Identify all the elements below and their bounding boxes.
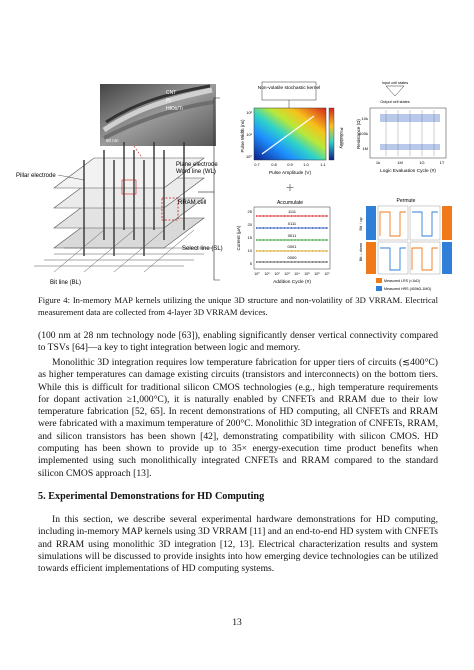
figure-caption: Figure 4: In-memory MAP kernels utilizing the unique 3D structure and non-volatility of 3D VRRAM. Electrical measurement data are collected from 4-layer 3D VRRAM devices. <box>38 295 438 317</box>
legend-lrs-label: Measured LRS (<1kΩ) <box>384 279 420 283</box>
figure-4-graphic <box>14 80 462 294</box>
permute-grid-down <box>366 242 452 274</box>
svg-text:10⁶: 10⁶ <box>314 272 320 276</box>
svg-text:1M: 1M <box>397 160 403 165</box>
svg-text:10⁴: 10⁴ <box>294 272 300 276</box>
plus-icon: + <box>285 179 295 195</box>
label-rram-cell: RRAM cell <box>178 200 207 206</box>
tem-scale-bar: 50 nm <box>106 138 119 143</box>
page-number: 13 <box>232 617 242 628</box>
svg-text:10¹: 10¹ <box>264 272 270 276</box>
label-bit-line: Bit line (BL) <box>50 280 82 286</box>
svg-text:1M: 1M <box>362 146 368 151</box>
permute-grid-up <box>366 206 452 240</box>
logic-evaluation-panel <box>356 81 446 174</box>
svg-text:0001: 0001 <box>287 244 297 249</box>
accumulate-xticks <box>254 272 330 276</box>
svg-text:1T: 1T <box>439 160 445 165</box>
vrram-structure <box>16 84 223 286</box>
svg-text:10⁷: 10⁷ <box>324 272 330 276</box>
svg-text:0111: 0111 <box>287 221 297 226</box>
legend-hrs-swatch <box>376 286 382 291</box>
pulse-width-axis-label: Pulse Width (ns) <box>240 119 245 153</box>
svg-text:0.9: 0.9 <box>287 162 293 167</box>
stochastic-kernel-panel <box>240 82 344 176</box>
heatmap-xticks <box>254 162 326 167</box>
tem-label-pt: Pt <box>166 98 171 104</box>
svg-text:10k: 10k <box>361 116 368 121</box>
output-cell-label: Output cell states <box>380 100 410 104</box>
label-pillar-electrode: Pillar electrode <box>16 173 56 179</box>
legend-hrs-label: Measured HRS (400kΩ-1MΩ) <box>384 287 432 291</box>
svg-text:20: 20 <box>247 222 252 227</box>
tem-label-cnt: CNT <box>166 90 177 96</box>
svg-text:10²: 10² <box>274 272 280 276</box>
svg-text:100k: 100k <box>359 131 368 136</box>
bit-down-label: Bit ↓ down <box>358 242 363 262</box>
accumulate-yticks <box>248 209 253 266</box>
svg-text:1111: 1111 <box>287 209 297 214</box>
resistance-axis-label: Resistance (Ω) <box>356 119 361 149</box>
permute-panel <box>358 198 452 291</box>
svg-text:10: 10 <box>247 248 252 253</box>
figure-4 <box>14 80 462 294</box>
heatmap-yticks <box>246 110 253 159</box>
heatmap-colorbar <box>329 108 334 160</box>
svg-text:10⁵: 10⁵ <box>304 272 310 276</box>
svg-text:5: 5 <box>249 261 252 266</box>
accumulate-title: Accumulate <box>276 200 304 206</box>
svg-text:1.1: 1.1 <box>320 162 326 167</box>
pulse-amplitude-axis-label: Pulse Amplitude (V) <box>268 171 312 176</box>
svg-text:10⁰: 10⁰ <box>254 272 260 276</box>
bit-up-label: Bit ↑ up <box>358 217 363 231</box>
svg-text:15: 15 <box>247 235 252 240</box>
svg-text:10²: 10² <box>246 110 252 115</box>
svg-text:0011: 0011 <box>287 233 297 238</box>
permute-title: Permute <box>396 198 416 204</box>
svg-text:1k: 1k <box>375 160 381 165</box>
logic-axis-label: Logic Evaluation Cycle (#) <box>380 169 436 174</box>
svg-text:1.0: 1.0 <box>303 162 309 167</box>
svg-text:0.8: 0.8 <box>271 162 277 167</box>
kernel-title: Non-volatile stochastic kernel <box>257 86 321 91</box>
label-select-line: Select line (SL) <box>182 246 223 252</box>
label-word-line: Word line (WL) <box>176 169 216 175</box>
svg-text:10³: 10³ <box>284 272 290 276</box>
tem-label-hfox: HfOx/Ti <box>166 106 183 112</box>
label-plane-electrode: Plane electrode <box>176 162 218 168</box>
resistance-xticks <box>376 160 445 165</box>
paragraph-1: (100 nm at 28 nm technology node [63]), enabling significantly denser vertical connectivity compared to TSVs [64]—a key to tight integration between logic and memory. <box>38 330 438 354</box>
probability-axis-label: Probability <box>339 127 344 149</box>
svg-text:10¹: 10¹ <box>246 132 252 137</box>
legend-lrs-swatch <box>376 278 382 283</box>
paragraph-2: Monolithic 3D integration requires low temperature fabrication for upper tiers of circuits (≲400°C) as higher temperatures can damage existing circuits (transistors and interconnects) on the bottom tiers. While this is difficult for traditional silicon CMOS technologies (e.g., high temperature requirements for dopant activation ≥1,000°C), it is naturally enabled by CNFETs and RRAM due to their low temperature fabrication [52, 65]. In recent demonstrations of HD computing, all CNFETs and RRAM were fabricated with a maximum temperature of 200°C. Monolithic 3D integration of CNFETs, RRAM, and silicon transistors has been shown [42], demonstrating compatibility with silicon CMOS. HD computing has been shown to provide up to 35× energy-execution time product benefits when implemented using such monolithically integrated CNFETs and RRAM compared to the standard silicon CMOS approach [13]. <box>38 357 438 479</box>
accumulate-panel <box>236 200 330 285</box>
input-cell-label: Input cell states <box>381 81 409 85</box>
svg-text:10⁰: 10⁰ <box>245 154 252 159</box>
svg-text:0.7: 0.7 <box>254 162 260 167</box>
section-paragraph: In this section, we describe several experimental hardware demonstrations for HD computing, including in-memory MAP kernels using 3D VRRAM [11] and an end-to-end HD system with CNFETs and RRAM using monolithic 3D integration [12, 13]. Electrical characterization results and system simulations will be discussed to provide insights into how emerging device technologies can be utilized towards efficient implementations of HD computing systems. <box>38 514 438 575</box>
addition-axis-label: Addition Cycle (#) <box>273 280 311 285</box>
section-heading: 5. Experimental Demonstrations for HD Computing <box>38 491 265 502</box>
svg-text:25: 25 <box>247 209 252 214</box>
svg-text:1G: 1G <box>419 160 425 165</box>
current-axis-label: Current (μA) <box>236 225 241 251</box>
svg-text:0000: 0000 <box>287 255 297 260</box>
